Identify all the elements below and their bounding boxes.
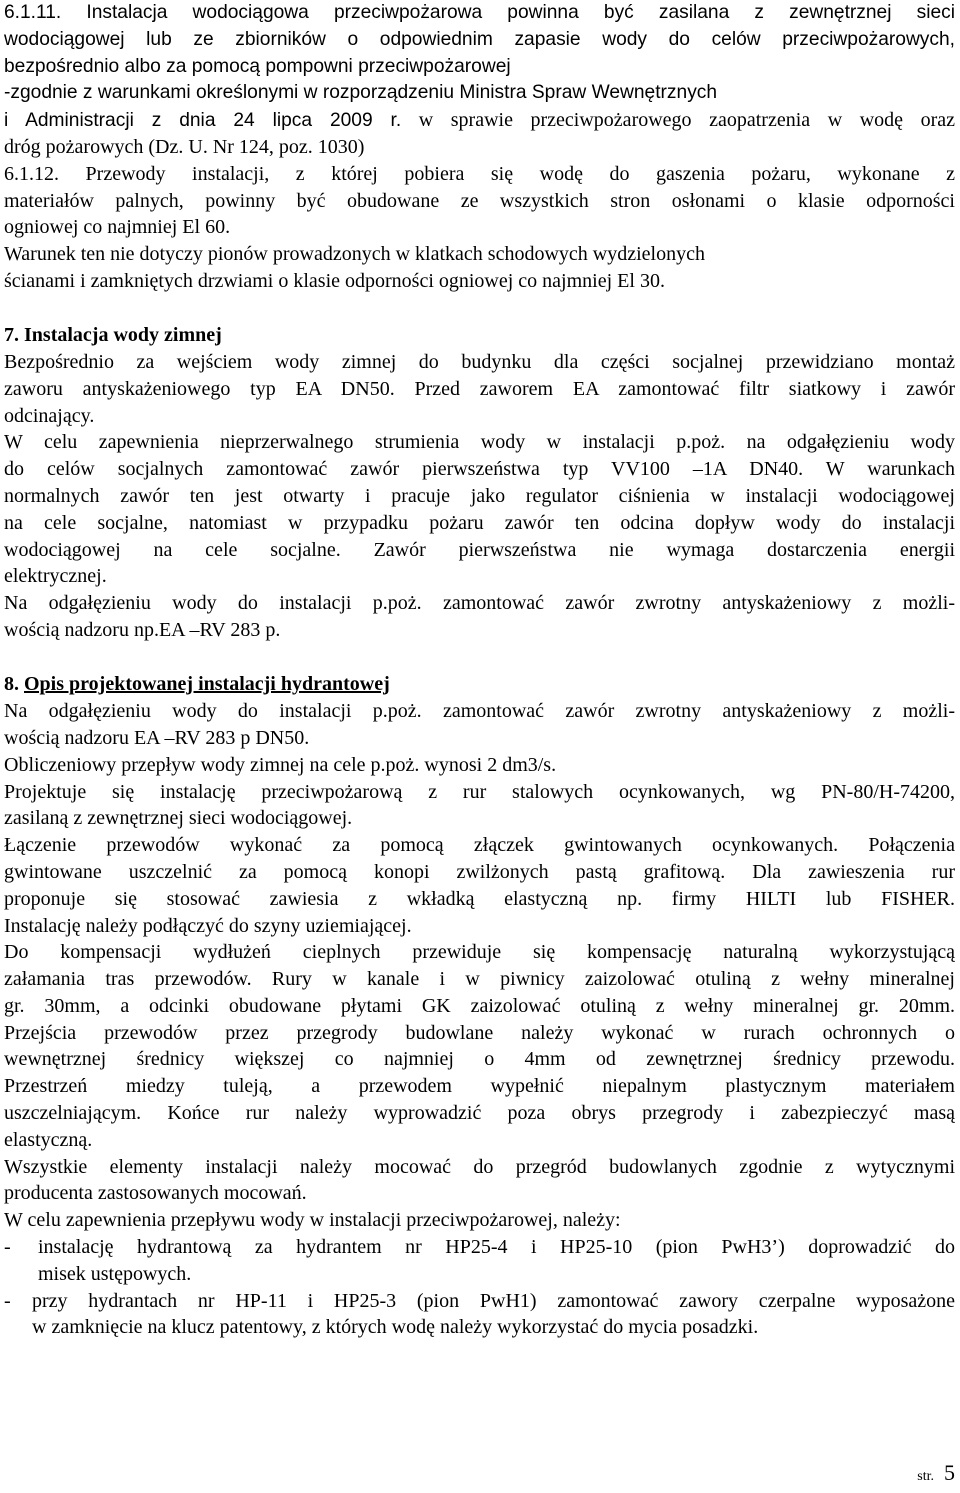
heading-text: Instalacja wody zimnej [19, 324, 222, 347]
page-label: str. [917, 1469, 934, 1484]
text-line: uszczelniającym. Końce rur należy wyprowadzić poza obrys przegrody i zabezpieczyć masą [4, 1102, 955, 1125]
text-line: odcinający. [4, 404, 95, 427]
text-line: ścianami i zamkniętych drzwiami o klasie odporności ogniowej co najmniej El 30. [4, 269, 665, 292]
heading-number: 7. [4, 324, 19, 347]
bullet-dash: - [4, 1289, 11, 1312]
section-heading [4, 671, 955, 698]
text-line: -zgodnie z warunkami określonymi w rozporządzeniu Ministra Spraw Wewnętrznych [4, 82, 718, 104]
spacer [4, 644, 955, 672]
text-line: proponuje się stosować zawiesia z wkładką elastyczną np. firmy HILTI lub FISHER. [4, 887, 955, 910]
section-7 [4, 322, 955, 644]
list-item [4, 1288, 955, 1342]
page-footer [917, 1460, 955, 1486]
text-line: Bezpośrednio za wejściem wody zimnej do budynku dla części socjalnej przewidziano montaż [4, 351, 955, 374]
text-line: elektrycznej. [4, 565, 107, 588]
text-line: ogniowej co najmniej El 60. [4, 216, 231, 239]
section-heading [4, 322, 955, 349]
text-line: Przejścia przewodów przez przegrody budowlane należy wykonać w rurach ochronnych o [4, 1021, 955, 1044]
bullet-text: przy hydrantach nr HP-11 i HP25-3 (pion PwH1) zamontować zawory czerpalne wyposażone [32, 1289, 955, 1312]
text-line: Na odgałęzieniu wody do instalacji p.poż. zamontować zawór zwrotny antyskażeniowy z możli- [4, 700, 955, 723]
text-line: Warunek ten nie dotyczy pionów prowadzonych w klatkach schodowych wydzielonych [4, 243, 705, 266]
text-line: dróg pożarowych (Dz. U. Nr 124, poz. 1030) [4, 135, 365, 158]
text-line: 6.1.11. Instalacja wodociągowa przeciwpożarowa powinna być zasilana z zewnętrznej sieci [4, 2, 955, 23]
section-8 [4, 671, 955, 1341]
text-line: wością nadzoru np.EA –RV 283 p. [4, 619, 281, 642]
text-line: zaworu antyskażeniowego typ EA DN50. Przed zaworem EA zamontować filtr siatkowy i zawór [4, 377, 955, 400]
heading-number: 8. [4, 673, 19, 696]
text-line: misek ustępowych. [38, 1262, 192, 1285]
bullet-dash: - [4, 1236, 11, 1259]
text-line: bezpośrednio albo za pomocą pompowni przeciwpożarowej [4, 55, 511, 77]
text-line: Obliczeniowy przepływ wody zimnej na cele p.poż. wynosi 2 dm3/s. [4, 753, 557, 776]
text-line: wością nadzoru EA –RV 283 p DN50. [4, 726, 310, 749]
text-line [4, 1288, 955, 1315]
text-line: załamania tras przewodów. Rury w kanale i w piwnicy zaizolować otuliną z wełny mineralnej [4, 968, 955, 991]
page-number: 5 [944, 1460, 955, 1485]
text-line: Do kompensacji wydłużeń cieplnych przewiduje się kompensację naturalną wykorzystującą [4, 941, 955, 964]
heading-text: Opis projektowanej instalacji hydrantowej [24, 673, 390, 696]
text-line: gr. 30mm, a odcinki obudowane płytami GK zaizolować otuliną z wełny mineralnej gr. 20mm. [4, 994, 955, 1017]
text-line: elastyczną. [4, 1128, 93, 1151]
text-line [4, 1234, 955, 1261]
text-line: normalnych zawór ten jest otwarty i pracuje jako regulator ciśnienia w instalacji wodociągowej [4, 485, 955, 508]
text-line: w zamknięcie na klucz patentowy, z których wodę należy wykorzystać do mycia posadzki. [32, 1316, 759, 1339]
text-line: W celu zapewnienia nieprzerwalnego strumienia wody w instalacji p.poż. na odgałęzieniu wody [4, 431, 955, 454]
text-line: 6.1.12. Przewody instalacji, z której pobiera się wodę do gaszenia pożaru, wykonane z [4, 162, 955, 185]
spacer [4, 295, 955, 323]
text-line: zasilaną z zewnętrznej sieci wodociągowej. [4, 807, 353, 830]
document-page [4, 0, 955, 1341]
text-line: na cele socjalne, natomiast w przypadku pożaru zawór ten odcina dopływ wody do instalacji [4, 511, 955, 534]
text-line: producenta zastosowanych mocowań. [4, 1182, 307, 1205]
text-line: Wszystkie elementy instalacji należy mocować do przegród budowlanych zgodnie z wytycznymi [4, 1155, 955, 1178]
paragraph-6-1-11 [4, 0, 955, 161]
text-line: Na odgałęzieniu wody do instalacji p.poż. zamontować zawór zwrotny antyskażeniowy z możli- [4, 592, 955, 615]
bullet-text: instalację hydrantową za hydrantem nr HP25-4 i HP25-10 (pion PwH3’) doprowadzić do [38, 1236, 955, 1259]
paragraph-6-1-12 [4, 161, 955, 295]
text-line: gwintowane uszczelnić za pomocą konopi zwilżonych pastą grafitową. Dla zawieszenia rur [4, 860, 955, 883]
text-line: do celów socjalnych zamontować zawór pierwszeństwa typ VV100 –1A DN40. W warunkach [4, 458, 955, 481]
text-line: wewnętrznej średnicy większej co najmniej o 4mm od zewnętrznej średnicy przewodu. [4, 1048, 955, 1071]
text-span: w sprawie przeciwpożarowego zaopatrzenia w wodę oraz [401, 109, 955, 132]
text-line: materiałów palnych, powinny być obudowane ze wszystkich stron osłonami o klasie odporności [4, 189, 955, 212]
text-line [4, 107, 955, 134]
text-line: Instalację należy podłączyć do szyny uziemiającej. [4, 914, 412, 937]
text-line: Projektuje się instalację przeciwpożarową z rur stalowych ocynkowanych, wg PN-80/H-74200, [4, 780, 955, 803]
text-line: wodociągowej lub ze zbiorników o odpowiednim zapasie wody do celów przeciwpożarowych, [4, 28, 955, 50]
text-line: Łączenie przewodów wykonać za pomocą złączek gwintowanych ocynkowanych. Połączenia [4, 834, 955, 857]
text-span: i Administracji z dnia 24 lipca 2009 r. [4, 110, 402, 132]
list-item [4, 1234, 955, 1288]
text-line: wodociągowej na cele socjalne. Zawór pierwszeństwa nie wymaga dostarczenia energii [4, 538, 955, 561]
text-line: Przestrzeń miedzy tuleją, a przewodem wypełnić niepalnym plastycznym materiałem [4, 1075, 955, 1098]
text-line: W celu zapewnienia przepływu wody w instalacji przeciwpożarowej, należy: [4, 1209, 621, 1232]
